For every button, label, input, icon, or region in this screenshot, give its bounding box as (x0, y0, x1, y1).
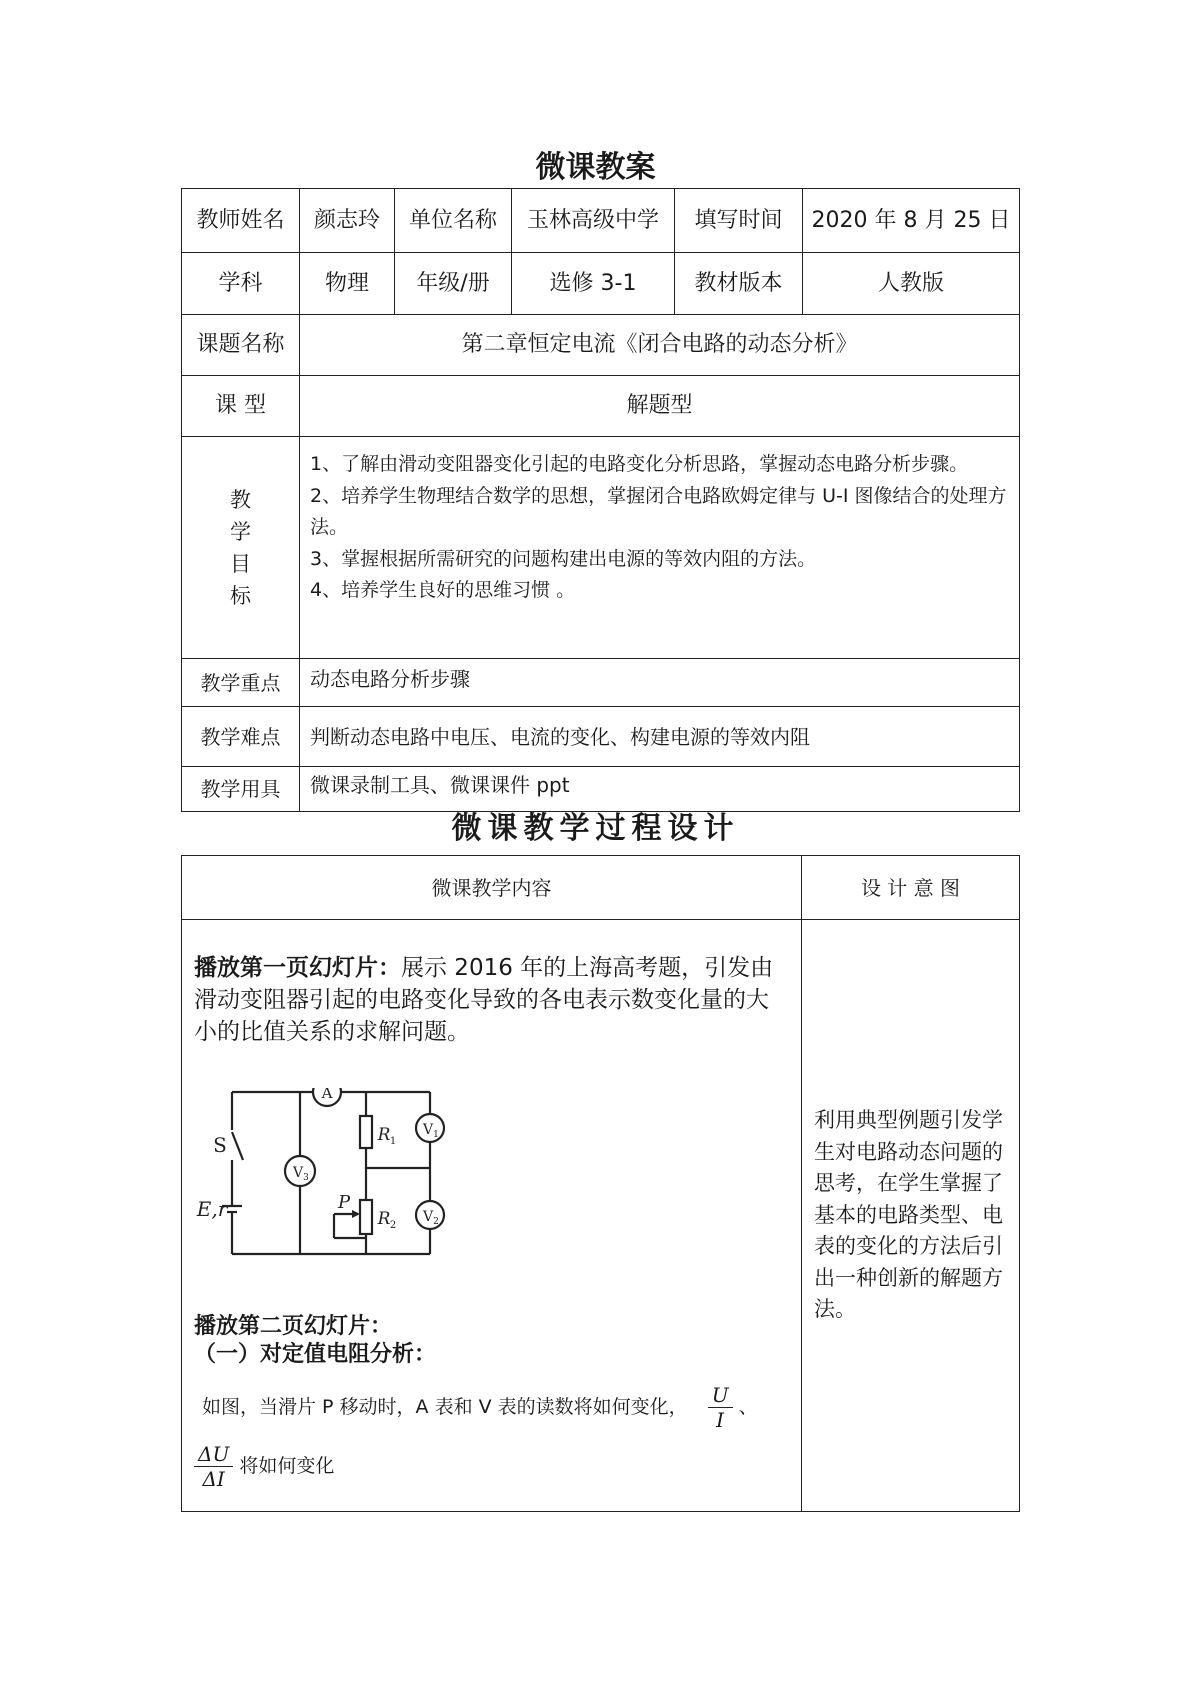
difficulty-label: 教学难点 (182, 707, 300, 767)
goal-item: 4、培养学生良好的思维习惯 。 (310, 579, 576, 601)
process-table (181, 855, 1020, 1512)
type-value: 解题型 (300, 376, 1020, 437)
slide1-paragraph (194, 952, 791, 1048)
v2-label: V (422, 1209, 434, 1225)
key-value: 动态电路分析步骤 (300, 659, 1020, 707)
question-line1 (194, 1383, 791, 1432)
r1-sub: 1 (389, 1136, 397, 1147)
r1-label: R (377, 1125, 391, 1145)
teacher-label: 教师姓名 (182, 189, 300, 253)
tools-label: 教学用具 (182, 767, 300, 812)
switch-label: S (213, 1133, 227, 1157)
frac1-denominator: I (716, 1408, 725, 1432)
v3-sub: 3 (303, 1173, 309, 1183)
goals-label (182, 437, 300, 659)
type-label: 课 型 (182, 376, 300, 437)
question-text: 如图，当滑片 P 移动时，A 表和 V 表的读数将如何变化， (202, 1396, 688, 1418)
section1-heading: （一）对定值电阻分析： (194, 1342, 437, 1367)
grade-value: 选修 3-1 (512, 253, 675, 315)
subject-value: 物理 (300, 253, 395, 315)
edition-label: 教材版本 (675, 253, 803, 315)
goal-item: 2、培养学生物理结合数学的思想，掌握闭合电路欧姆定律与 U-I 图像结合的处理方法。 (310, 484, 1007, 538)
intent-header: 设 计 意 图 (802, 856, 1020, 920)
goal-item: 3、掌握根据所需研究的问题构建出电源的等效内阻的方法。 (310, 547, 817, 570)
question-end: 将如何变化 (239, 1455, 335, 1477)
intent-cell: 利用典型例题引发学生对电路动态问题的思考，在学生掌握了基本的电路类型、电表的变化的方法后引出一种创新的解题方法。 (802, 920, 1020, 1512)
v3-label: V (292, 1165, 304, 1181)
v1-sub: 1 (433, 1130, 439, 1140)
subject-label: 学科 (182, 253, 300, 315)
goals-label-char: 学 (230, 519, 251, 544)
unit-value: 玉林高级中学 (512, 189, 675, 253)
goals-list (300, 437, 1020, 659)
frac1-numerator: U (708, 1383, 733, 1408)
goals-label-char: 标 (230, 583, 251, 608)
separator: 、 (738, 1396, 758, 1418)
frac2-numerator: ΔU (194, 1442, 233, 1467)
r2-label: R (377, 1209, 391, 1229)
topic-value: 第二章恒定电流《闭合电路的动态分析》 (300, 315, 1020, 376)
delta-fraction (194, 1442, 233, 1491)
slider-label: P (337, 1192, 351, 1213)
date-label: 填写时间 (675, 189, 803, 253)
v1-label: V (422, 1122, 434, 1138)
key-label: 教学重点 (182, 659, 300, 707)
process-title: 微课教学过程设计 (451, 811, 740, 846)
topic-label: 课题名称 (182, 315, 300, 376)
ammeter-label: A (321, 1088, 333, 1102)
goals-label-char: 教 (230, 487, 251, 512)
page-title: 微课教案 (535, 150, 656, 185)
slide1-text: 展示 2016 年的上海高考题，引发由滑动变阻器引起的电路变化导致的各电表示数变化量的大小的比值关系的求解问题。 (194, 955, 774, 1045)
goal-item: 1、了解由滑动变阻器变化引起的电路变化分析思路，掌握动态电路分析步骤。 (310, 453, 969, 475)
v2-sub: 2 (433, 1217, 439, 1227)
date-value: 2020 年 8 月 25 日 (803, 189, 1020, 253)
teacher-value: 颜志玲 (300, 189, 395, 253)
goals-label-char: 目 (230, 551, 251, 576)
r2-sub: 2 (389, 1220, 397, 1231)
source-label: E,r (196, 1197, 228, 1221)
slider-arrow (352, 1210, 360, 1218)
grade-label: 年级/册 (395, 253, 512, 315)
tools-value: 微课录制工具、微课课件 ppt (300, 767, 1020, 812)
circuit-diagram (194, 1088, 454, 1268)
u-over-i-fraction (708, 1383, 733, 1432)
lesson-info-table (181, 188, 1020, 812)
edition-value: 人教版 (803, 253, 1020, 315)
slide1-lead: 播放第一页幻灯片： (194, 955, 401, 981)
question-line2 (194, 1442, 791, 1491)
content-header: 微课教学内容 (182, 856, 802, 920)
difficulty-value: 判断动态电路中电压、电流的变化、构建电源的等效内阻 (300, 707, 1020, 767)
unit-label: 单位名称 (395, 189, 512, 253)
slide2-lead: 播放第二页幻灯片： (194, 1314, 393, 1339)
frac2-denominator: ΔI (202, 1467, 225, 1491)
content-cell (182, 920, 802, 1512)
